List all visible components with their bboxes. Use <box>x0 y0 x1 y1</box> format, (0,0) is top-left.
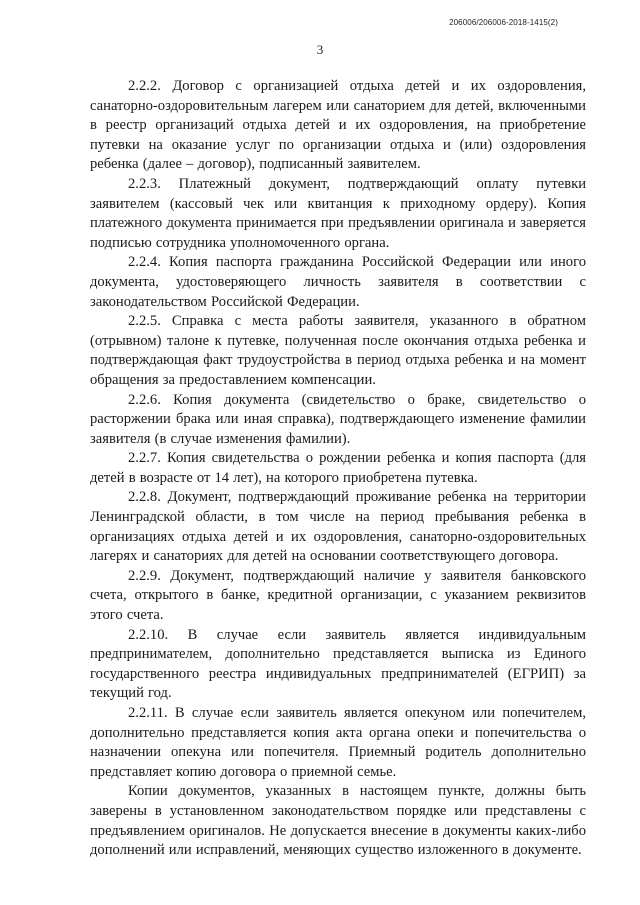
paragraph-2-2-7: 2.2.7. Копия свидетельства о рождении ребенка и копия паспорта (для детей в возрасте от 14 лет), на которого приобретена путевка. <box>90 450 586 486</box>
document-body <box>90 77 586 861</box>
paragraph-2-2-6: 2.2.6. Копия документа (свидетельство о браке, свидетельство о расторжении брака или иная справка), подтверждающего изменение фамилии заявителя (в случае изменения фамилии). <box>90 391 586 447</box>
paragraph-2-2-9: 2.2.9. Документ, подтверждающий наличие у заявителя банковского счета, открытого в банке, кредитной организации, с указанием реквизитов этого счета. <box>90 567 586 624</box>
paragraph-2-2-5: 2.2.5. Справка с места работы заявителя, указанного в обратном (отрывном) талоне к путевке, полученная после окончания отдыха ребенка и подтверждающая факт трудоустройства в период отдыха ребенка и на момент обращения за предоставлением компенсации. <box>90 313 586 388</box>
paragraph-2-2-11: 2.2.11. В случае если заявитель является опекуном или попечителем, дополнительно представляется копия акта органа опеки и попечительства о назначении опекуна или попечителя. Приемный родитель дополнительно представляет копию договора о приемной семье. <box>90 705 586 780</box>
paragraph-2-2-8: 2.2.8. Документ, подтверждающий проживание ребенка на территории Ленинградской области, в том числе на период пребывания ребенка в организациях отдыха детей и их оздоровления, санаторно-оздоровительных лагерях и санаториях для детей на основании соответствующего договора. <box>90 489 586 565</box>
paragraph-copies-note: Копии документов, указанных в настоящем пункте, должны быть заверены в установленном законодательством порядке или представлены с предъявлением оригиналов. Не допускается внесение в документы каких-либо дополнений или исправлений, меняющих существо изложенного в документе. <box>90 783 586 859</box>
paragraph-2-2-2: 2.2.2. Договор с организацией отдыха детей и их оздоровления, санаторно-оздоровительным лагерем или санаторием для детей, включенными в реестр организаций отдыха детей и их оздоровления, на приобретение путевки на оказание услуг по организации отдыха и (или) оздоровления ребенка (далее – договор), подписанный заявителем. <box>90 78 586 173</box>
paragraph-2-2-10: 2.2.10. В случае если заявитель является индивидуальным предпринимателем, дополнительно представляется выписка из Единого государственного реестра индивидуальных предпринимателей (ЕГРИП) за текущий год. <box>90 626 586 702</box>
paragraph-2-2-3: 2.2.3. Платежный документ, подтверждающий оплату путевки заявителем (кассовый чек или квитанция к приходному ордеру). Копия платежного документа принимается при предъявлении оригинала и заверяется подписью сотрудника уполномоченного органа. <box>90 175 586 251</box>
document-id: 206006/206006-2018-1415(2) <box>449 18 558 27</box>
page-number: 3 <box>316 42 324 57</box>
paragraph-2-2-4: 2.2.4. Копия паспорта гражданина Российской Федерации или иного документа, удостоверяющего личность заявителя в соответствии с законодательством Российской Федерации. <box>90 254 586 310</box>
